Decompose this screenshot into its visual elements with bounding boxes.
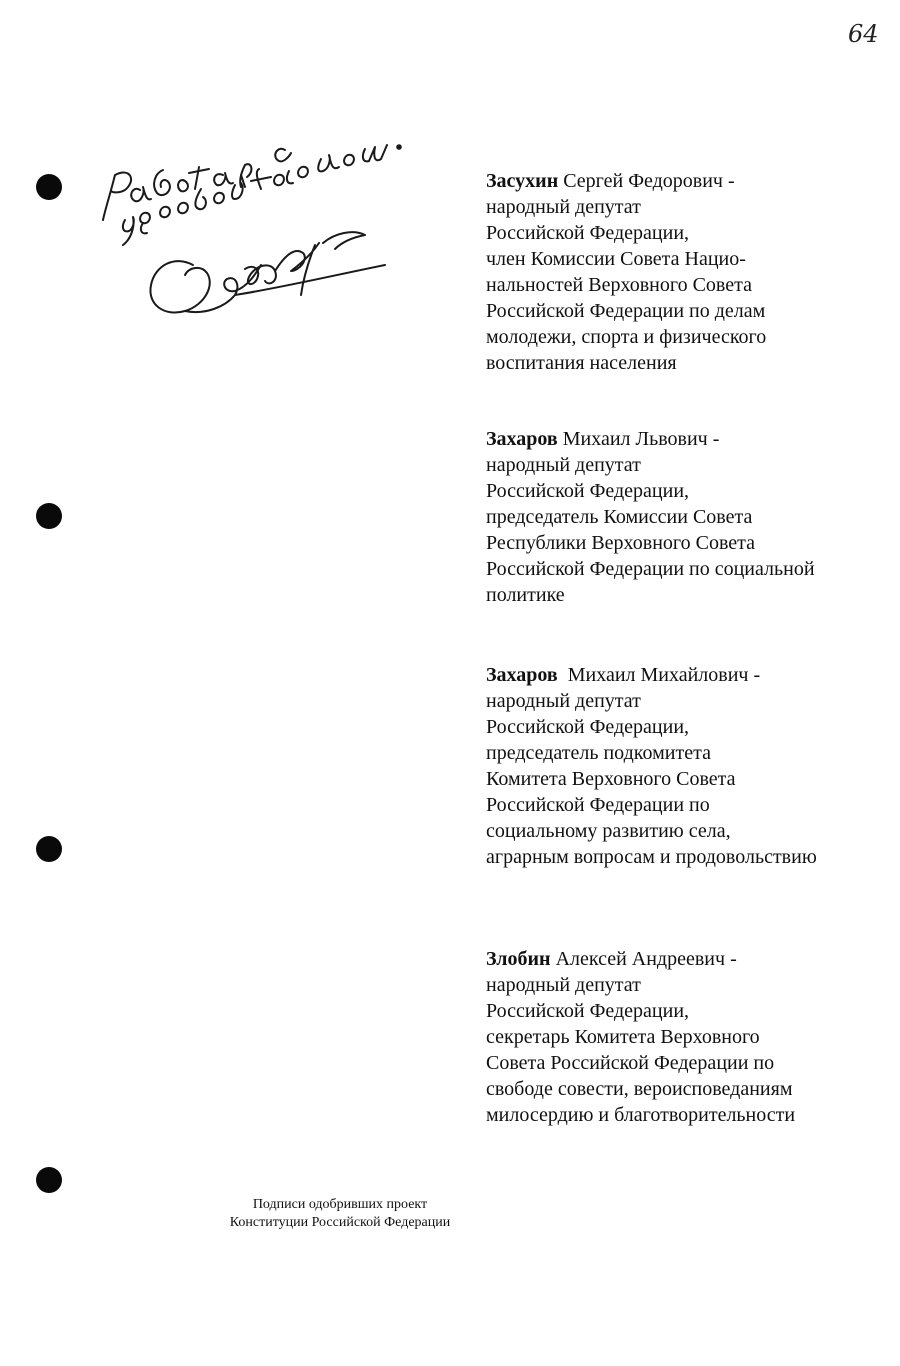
- entry-line: милосердию и благотворительности: [486, 1104, 796, 1126]
- entry-line: народный депутат: [486, 974, 641, 996]
- entry-name: Алексей Андреевич -: [555, 948, 737, 970]
- entry-line: секретарь Комитета Верховного: [486, 1026, 760, 1048]
- entry-line: народный депутат: [486, 454, 641, 476]
- footer-caption: [180, 1196, 500, 1232]
- entry-line: политике: [486, 584, 565, 606]
- entry-heading: [486, 168, 886, 194]
- entry-heading: [486, 426, 886, 452]
- entry-line: член Комиссии Совета Нацио-: [486, 248, 746, 270]
- entry-name: Михаил Львович -: [562, 428, 720, 450]
- entry-zlobin: [486, 946, 886, 1128]
- page-number: 64: [848, 20, 879, 48]
- entry-zasukhin: [486, 168, 886, 376]
- entry-line: председатель подкомитета: [486, 742, 711, 764]
- punch-hole-4: [36, 1167, 62, 1193]
- entry-surname: Захаров: [486, 664, 558, 686]
- entry-line: Российской Федерации по делам: [486, 300, 766, 322]
- entry-name: Михаил Михайлович -: [567, 664, 761, 686]
- entry-line: Совета Российской Федерации по: [486, 1052, 775, 1074]
- entry-name: Сергей Федорович -: [563, 170, 735, 192]
- entry-line: Республики Верховного Совета: [486, 532, 756, 554]
- footer-line: Конституции Российской Федерации: [229, 1215, 451, 1230]
- entry-surname: Захаров: [486, 428, 558, 450]
- entry-zakharov-mikhailovich: [486, 662, 886, 870]
- entry-heading: [486, 662, 886, 688]
- entry-line: Российской Федерации,: [486, 480, 690, 502]
- handwritten-note-and-signature: [85, 115, 465, 330]
- entry-line: свободе совести, вероисповеданиям: [486, 1078, 793, 1100]
- entry-surname: Злобин: [486, 948, 551, 970]
- punch-hole-3: [36, 836, 62, 862]
- entry-surname: Засухин: [486, 170, 559, 192]
- entry-line: Российской Федерации по: [486, 794, 710, 816]
- entry-line: народный депутат: [486, 690, 641, 712]
- entry-line: Российской Федерации,: [486, 716, 690, 738]
- entry-zakharov-lvovich: [486, 426, 886, 608]
- entry-line: воспитания населения: [486, 352, 677, 374]
- entry-line: аграрным вопросам и продовольствию: [486, 846, 817, 868]
- entry-line: председатель Комиссии Совета: [486, 506, 753, 528]
- entry-line: социальному развитию села,: [486, 820, 731, 842]
- punch-hole-2: [36, 503, 62, 529]
- footer-line: Подписи одобривших проект: [252, 1197, 428, 1212]
- entry-line: народный депутат: [486, 196, 641, 218]
- entry-line: Российской Федерации,: [486, 1000, 690, 1022]
- entry-line: Российской Федерации,: [486, 222, 690, 244]
- entry-line: молодежи, спорта и физического: [486, 326, 767, 348]
- entry-line: нальностей Верховного Совета: [486, 274, 752, 296]
- entry-line: Российской Федерации по социальной: [486, 558, 815, 580]
- entry-line: Комитета Верховного Совета: [486, 768, 736, 790]
- entry-heading: [486, 946, 886, 972]
- punch-hole-1: [36, 174, 62, 200]
